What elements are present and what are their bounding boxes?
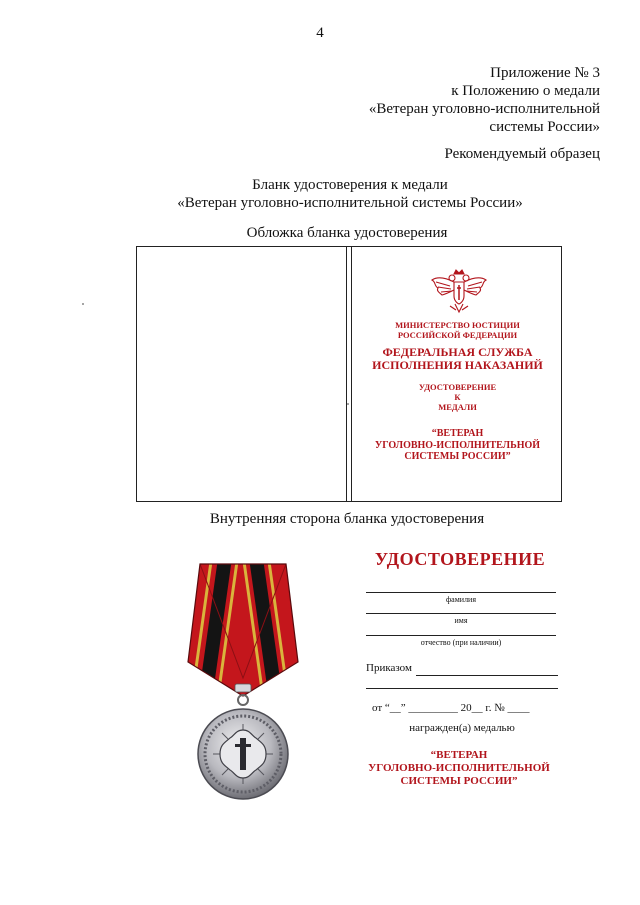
- eagle-emblem-icon: [428, 268, 490, 316]
- appendix-header: [340, 64, 600, 136]
- surname-caption: фамилия: [445, 595, 477, 604]
- cover-spine-line: [346, 246, 347, 502]
- cover-ministry: [353, 320, 562, 340]
- inner-caption: Внутренняя сторона бланка удостоверения: [209, 511, 485, 527]
- scan-speck: [347, 403, 349, 405]
- ministry-line-2: РОССИЙСКОЙ ФЕДЕРАЦИИ: [397, 330, 518, 340]
- inner-medal-line-2: УГОЛОВНО-ИСПОЛНИТЕЛЬНОЙ: [368, 762, 550, 774]
- name-caption: имя: [454, 616, 468, 625]
- cert-line-1: УДОСТОВЕРЕНИЕ: [418, 382, 497, 392]
- inner-medal-name: [352, 749, 566, 788]
- cover-medal-line-1: “ВЕТЕРАН: [431, 428, 484, 439]
- cover-frame: [136, 246, 562, 502]
- appendix-line-4: системы России»: [489, 119, 600, 135]
- cert-line-2: К: [454, 392, 461, 402]
- page-number: 4: [316, 25, 324, 41]
- cover-medal-line-3: СИСТЕМЫ РОССИИ”: [404, 451, 511, 462]
- inner-medal-line-1: “ВЕТЕРАН: [430, 749, 488, 761]
- service-line-2: ИСПОЛНЕНИЯ НАКАЗАНИЙ: [372, 358, 543, 372]
- title-line-1: Бланк удостоверения к медали: [252, 177, 448, 193]
- inner-title: УДОСТОВЕРЕНИЕ: [374, 549, 546, 569]
- order-date-line: от “__” _________ 20__ г. № ____: [372, 702, 530, 714]
- name-field[interactable]: [366, 613, 556, 614]
- document-title: [0, 176, 640, 212]
- medal-image: [180, 558, 306, 805]
- awarded-text: награжден(а) медалью: [409, 722, 515, 734]
- cover-caption: Обложка бланка удостоверения: [246, 225, 448, 241]
- inner-medal-line-3: СИСТЕМЫ РОССИИ”: [400, 775, 518, 787]
- cert-line-3: МЕДАЛИ: [438, 402, 477, 412]
- cover-service: [353, 346, 562, 372]
- title-line-2: «Ветеран уголовно-исполнительной системы России»: [177, 195, 523, 211]
- cover-medal-name: [353, 428, 562, 463]
- patronymic-caption: отчество (при наличии): [420, 638, 502, 647]
- ministry-line-1: МИНИСТЕРСТВО ЮСТИЦИИ: [395, 320, 520, 330]
- order-field-continued[interactable]: [366, 688, 558, 689]
- surname-field[interactable]: [366, 592, 556, 593]
- cover-medal-line-2: УГОЛОВНО-ИСПОЛНИТЕЛЬНОЙ: [374, 439, 541, 451]
- scan-speck: [82, 303, 84, 305]
- service-line-1: ФЕДЕРАЛЬНАЯ СЛУЖБА: [382, 345, 533, 359]
- appendix-line-3: «Ветеран уголовно-исполнительной: [368, 101, 600, 117]
- sample-label: Рекомендуемый образец: [444, 146, 600, 162]
- order-field[interactable]: [416, 675, 558, 676]
- cover-certificate: [353, 382, 562, 412]
- patronymic-field[interactable]: [366, 635, 556, 636]
- appendix-line-2: к Положению о медали: [451, 83, 600, 99]
- order-label: Приказом: [366, 662, 412, 674]
- appendix-line-1: Приложение № 3: [490, 65, 600, 81]
- cover-spine-line: [351, 246, 352, 502]
